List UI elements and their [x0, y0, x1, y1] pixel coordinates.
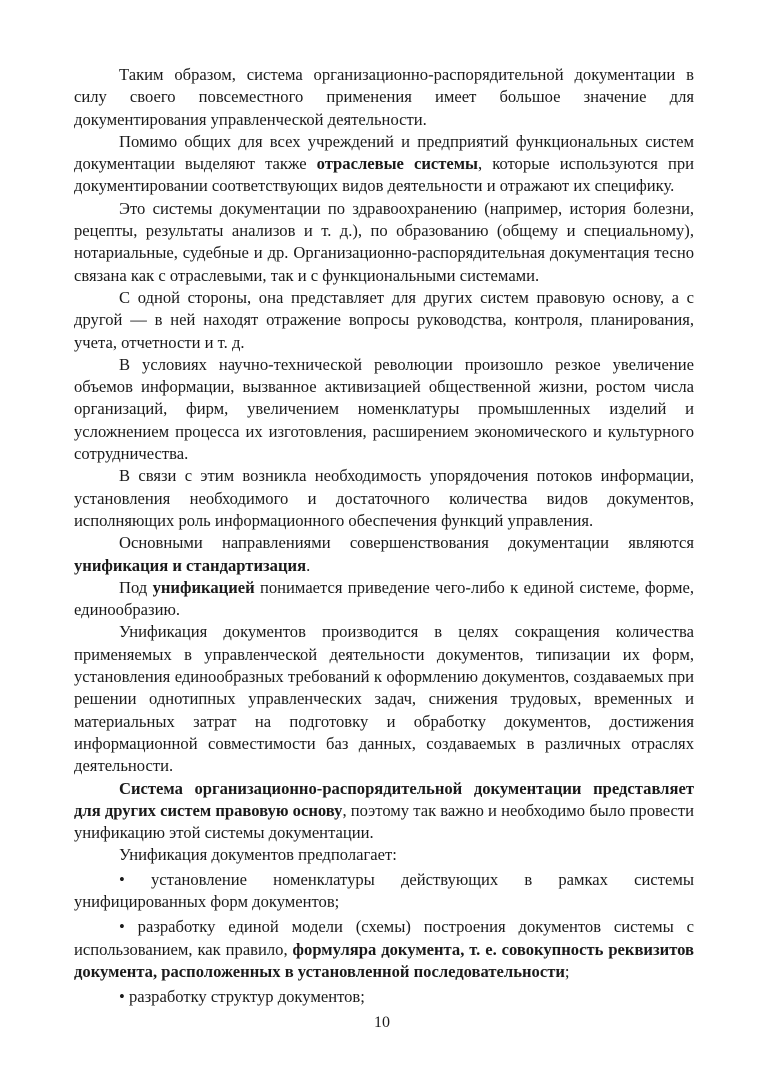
bold-term: формуляра документа, т. е. совокупность реквизитов документа, расположенных в установленной последовательности [74, 939, 694, 981]
paragraph-text: , которые используются при документировании соответствующих видов деятельности и отражают их специфику. [74, 154, 694, 196]
bold-term: унификацией [152, 577, 255, 597]
paragraph: Унификация документов предполагает: [119, 845, 397, 865]
paragraph: Это системы документации по здравоохранению (например, история болезни, рецепты, результаты анализов и т. д.), по образованию (общему и специальному), нотариальные, судебные и др. Организационно-распорядительная документация тесно связана как с отраслевыми, так и с функциональными системами. [74, 198, 694, 285]
paragraph: С одной стороны, она представляет для других систем правовую основу, а с другой — в ней находят отражение вопросы руководства, контроля, планирования, учета, отчетности и т. д. [74, 287, 694, 352]
bold-term: отраслевые системы [316, 154, 479, 174]
paragraph: В связи с этим возникла необходимость упорядочения потоков информации, установления необходимого и достаточного количества видов документов, исполняющих роль информационного обеспечения функций управления. [74, 466, 694, 530]
paragraph-text: , поэтому так важно и необходимо было провести унификацию этой системы документации. [74, 800, 695, 843]
bullet-text: ; [564, 961, 570, 981]
page-number: 10 [374, 1014, 390, 1031]
bullet-item [74, 986, 694, 1008]
bullet-item [74, 869, 694, 914]
paragraph-text: Под [119, 577, 153, 597]
bullet-text: • установление номенклатуры действующих в рамках системы унифицированных форм документов; [74, 869, 694, 911]
page-body [74, 64, 694, 1008]
paragraph [74, 778, 694, 845]
bullet-text: • разработку единой модели (схемы) построения документов системы с использованием, как правило, [74, 917, 694, 959]
paragraph: Таким образом, система организационно-распорядительной документации в силу своего повсеместного применения имеет большое значение для документирования управленческой деятельности. [74, 65, 694, 129]
paragraph-text: Помимо общих для всех учреждений и предприятий функциональных систем документации выделяют также [74, 131, 694, 174]
paragraph-text: . [306, 555, 311, 575]
paragraph: Унификация документов производится в целях сокращения количества применяемых в управленческой деятельности документов, типизации их форм, установления единообразных требований к оформлению документов, создаваемых при решении однотипных управленческих задач, снижения трудовых, временных и материальных затрат на подготовку и обработку документов, достижения информационной совместимости баз данных, создаваемых в различных отраслях деятельности. [74, 622, 694, 776]
paragraph-text: понимается приведение чего-либо к единой системе, форме, единообразию. [74, 577, 694, 620]
paragraph [74, 577, 694, 622]
paragraph-text: Основными направлениями совершенствования документации являются [119, 533, 694, 553]
paragraph: В условиях научно-технической революции произошло резкое увеличение объемов информации, вызванное активизацией общественной жизни, ростом числа организаций, фирм, увеличением номенклатуры промышленных изделий и усложнением процесса их изготовления, расширением экономического и культурного сотрудничества. [74, 354, 694, 464]
paragraph [74, 532, 694, 577]
bullet-item [74, 916, 694, 983]
paragraph [74, 131, 694, 198]
bold-term: Система организационно-распорядительной документации представляет для других систем правовую основу [74, 778, 694, 820]
bold-term: унификация и стандартизация [74, 555, 307, 575]
bullet-text: • разработку структур документов; [119, 987, 365, 1007]
